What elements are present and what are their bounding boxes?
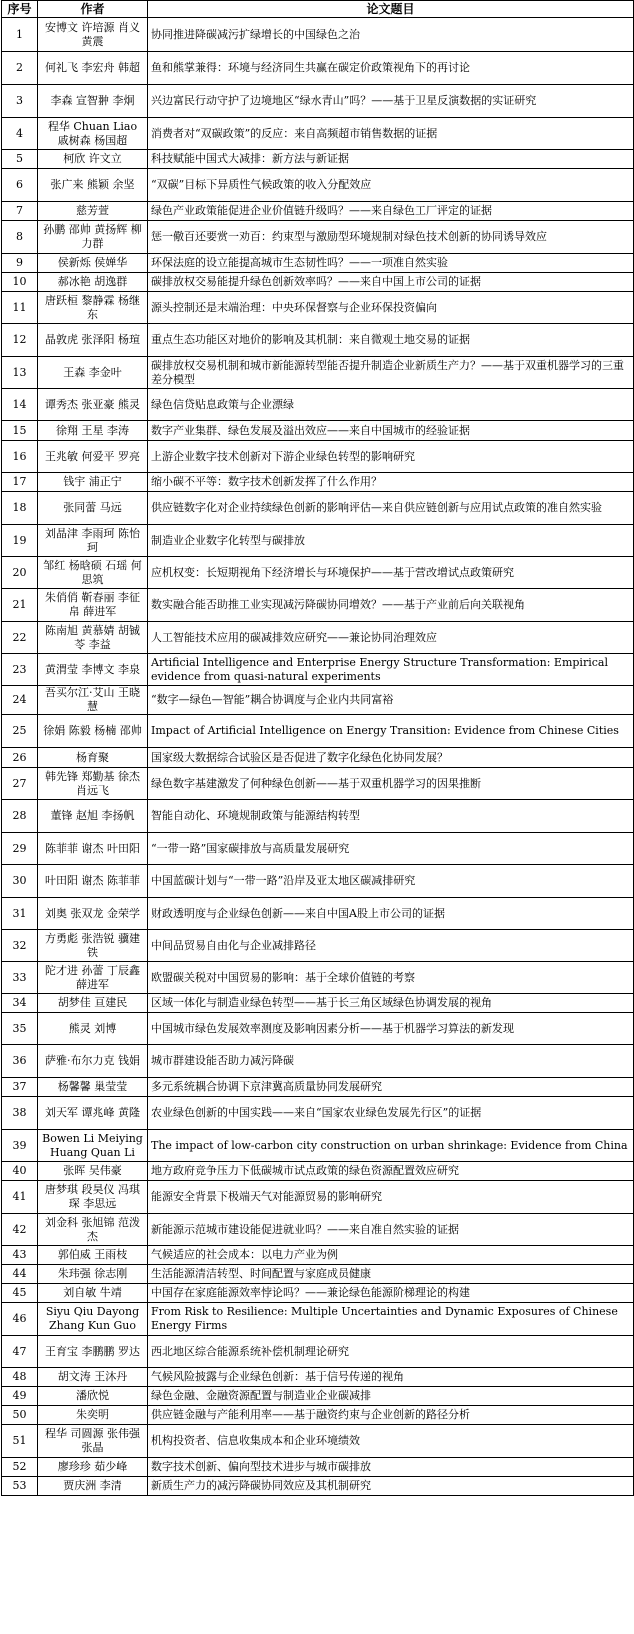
table-row <box>2 768 634 800</box>
cell-title: 能源安全背景下极端天气对能源贸易的影响研究 <box>148 1181 634 1214</box>
table-row <box>2 473 634 492</box>
cell-authors: 柯欣 许文立 <box>38 150 148 169</box>
cell-no: 23 <box>2 654 38 686</box>
cell-authors: 吾买尔江·艾山 王晓慧 <box>38 686 148 715</box>
cell-title: From Risk to Resilience: Multiple Uncertainties and Dynamic Exposures of Chinese Energy Firms <box>148 1303 634 1336</box>
cell-title: 智能自动化、环境规制政策与能源结构转型 <box>148 800 634 833</box>
cell-title: 新质生产力的减污降碳协同效应及其机制研究 <box>148 1477 634 1496</box>
cell-no: 38 <box>2 1097 38 1130</box>
cell-authors: 刘奥 张双龙 金荣学 <box>38 898 148 930</box>
cell-authors: 郝冰艳 胡逸群 <box>38 273 148 292</box>
table-row <box>2 654 634 686</box>
table-row <box>2 1368 634 1387</box>
cell-title: 兴边富民行动守护了边境地区“绿水青山”吗？——基于卫星反演数据的实证研究 <box>148 85 634 118</box>
cell-title: 应机权变：长短期视角下经济增长与环境保护——基于营改增试点政策研究 <box>148 557 634 589</box>
table-row <box>2 833 634 865</box>
cell-authors: 叶田阳 谢杰 陈菲菲 <box>38 865 148 898</box>
table-row <box>2 800 634 833</box>
table-row <box>2 557 634 589</box>
cell-no: 26 <box>2 748 38 768</box>
cell-title: 生活能源清洁转型、时间配置与家庭成员健康 <box>148 1265 634 1284</box>
cell-authors: 刘自敏 牛靖 <box>38 1284 148 1303</box>
header-no: 序号 <box>2 1 38 18</box>
cell-authors: 胡文涛 王沐丹 <box>38 1368 148 1387</box>
cell-title: 数实融合能否助推工业实现减污降碳协同增效？——基于产业前后向关联视角 <box>148 589 634 622</box>
cell-no: 16 <box>2 441 38 473</box>
table-row <box>2 1406 634 1425</box>
cell-no: 47 <box>2 1336 38 1368</box>
table-row <box>2 930 634 962</box>
cell-title: “双碳”目标下异质性气候政策的收入分配效应 <box>148 169 634 202</box>
cell-authors: 邹红 杨晗硕 石瑶 何思筑 <box>38 557 148 589</box>
table-row <box>2 1284 634 1303</box>
cell-no: 15 <box>2 421 38 441</box>
cell-authors: 唐跃桓 黎静霖 杨继东 <box>38 292 148 324</box>
cell-no: 1 <box>2 18 38 52</box>
cell-authors: 潘欣悦 <box>38 1387 148 1406</box>
cell-title: 缩小碳不平等：数字技术创新发挥了什么作用？ <box>148 473 634 492</box>
cell-no: 3 <box>2 85 38 118</box>
cell-authors: 安博文 许培源 肖义 黄震 <box>38 18 148 52</box>
cell-authors: 方勇彪 张浩锐 骥建铁 <box>38 930 148 962</box>
cell-authors: 王森 李金叶 <box>38 357 148 389</box>
table-row <box>2 1214 634 1246</box>
table-row <box>2 357 634 389</box>
table-row <box>2 118 634 150</box>
cell-no: 30 <box>2 865 38 898</box>
table-body <box>2 18 634 1496</box>
cell-authors: 王兆敏 何爱平 罗亮 <box>38 441 148 473</box>
cell-no: 53 <box>2 1477 38 1496</box>
cell-authors: 朱俏俏 靳春丽 李征帛 薛进军 <box>38 589 148 622</box>
table-row <box>2 221 634 254</box>
cell-title: 中国蓝碳计划与“一带一路”沿岸及亚太地区碳减排研究 <box>148 865 634 898</box>
cell-authors: 张晖 吴伟豪 <box>38 1162 148 1181</box>
cell-authors: 杨馨馨 巢莹莹 <box>38 1078 148 1097</box>
table-row <box>2 1425 634 1458</box>
cell-title: 中间品贸易自由化与企业减排路径 <box>148 930 634 962</box>
cell-authors: 萨雅·布尔力克 钱娟 <box>38 1045 148 1078</box>
table-row <box>2 686 634 715</box>
cell-no: 10 <box>2 273 38 292</box>
table-row <box>2 748 634 768</box>
cell-no: 11 <box>2 292 38 324</box>
table-row <box>2 324 634 357</box>
table-row <box>2 1303 634 1336</box>
cell-no: 52 <box>2 1458 38 1477</box>
cell-no: 19 <box>2 525 38 557</box>
cell-no: 28 <box>2 800 38 833</box>
cell-no: 33 <box>2 962 38 994</box>
cell-title: 协同推进降碳减污扩绿增长的中国绿色之治 <box>148 18 634 52</box>
cell-no: 24 <box>2 686 38 715</box>
cell-title: “数字—绿色—智能”耦合协调度与企业内共同富裕 <box>148 686 634 715</box>
paper-list-table <box>1 0 634 1496</box>
cell-no: 32 <box>2 930 38 962</box>
cell-no: 51 <box>2 1425 38 1458</box>
table-row <box>2 589 634 622</box>
cell-authors: 李森 宣智翀 李炯 <box>38 85 148 118</box>
header-authors: 作者 <box>38 1 148 18</box>
cell-no: 4 <box>2 118 38 150</box>
cell-authors: 朱玮强 徐志刚 <box>38 1265 148 1284</box>
table-row <box>2 492 634 525</box>
cell-no: 40 <box>2 1162 38 1181</box>
table-row <box>2 421 634 441</box>
table-row <box>2 441 634 473</box>
cell-title: 国家级大数据综合试验区是否促进了数字化绿色化协同发展？ <box>148 748 634 768</box>
cell-title: 科技赋能中国式大减排：新方法与新证据 <box>148 150 634 169</box>
cell-title: 中国城市绿色发展效率测度及影响因素分析——基于机器学习算法的新发现 <box>148 1013 634 1045</box>
cell-authors: 慈芳萱 <box>38 202 148 221</box>
cell-title: 欧盟碳关税对中国贸易的影响：基于全球价值链的考察 <box>148 962 634 994</box>
cell-title: 供应链金融与产能利用率——基于融资约束与企业创新的路径分析 <box>148 1406 634 1425</box>
cell-authors: 黄渭莹 李博文 李泉 <box>38 654 148 686</box>
cell-title: 气候风险披露与企业绿色创新：基于信号传递的视角 <box>148 1368 634 1387</box>
cell-title: 财政透明度与企业绿色创新——来自中国A股上市公司的证据 <box>148 898 634 930</box>
cell-no: 9 <box>2 254 38 273</box>
cell-title: The impact of low-carbon city construction on urban shrinkage: Evidence from China <box>148 1130 634 1162</box>
cell-title: 源头控制还是末端治理：中央环保督察与企业环保投资偏向 <box>148 292 634 324</box>
cell-authors: 徐翔 王星 李涛 <box>38 421 148 441</box>
cell-authors: 晶敦虎 张泽阳 杨瑄 <box>38 324 148 357</box>
cell-authors: 廖珍珍 茹少峰 <box>38 1458 148 1477</box>
cell-no: 20 <box>2 557 38 589</box>
cell-no: 25 <box>2 715 38 748</box>
cell-no: 34 <box>2 994 38 1013</box>
table-row <box>2 1246 634 1265</box>
cell-no: 17 <box>2 473 38 492</box>
table-row <box>2 1130 634 1162</box>
table-row <box>2 1162 634 1181</box>
cell-title: 农业绿色创新的中国实践——来自“国家农业绿色发展先行区”的证据 <box>148 1097 634 1130</box>
cell-authors: 韩先锋 郑勤基 徐杰 肖远飞 <box>38 768 148 800</box>
table-row <box>2 150 634 169</box>
cell-no: 22 <box>2 622 38 654</box>
cell-title: 西北地区综合能源系统补偿机制理论研究 <box>148 1336 634 1368</box>
table-row <box>2 622 634 654</box>
cell-authors: 胡梦佳 亘建民 <box>38 994 148 1013</box>
cell-authors: 徐娟 陈毅 杨楠 邵帅 <box>38 715 148 748</box>
table-row <box>2 52 634 85</box>
cell-authors: 侯新烁 侯婵华 <box>38 254 148 273</box>
cell-title: 数字产业集群、绿色发展及溢出效应——来自中国城市的经验证据 <box>148 421 634 441</box>
cell-title: 供应链数字化对企业持续绿色创新的影响评估—来自供应链创新与应用试点政策的准自然实验 <box>148 492 634 525</box>
cell-authors: 熊灵 刘博 <box>38 1013 148 1045</box>
table-header-row <box>2 1 634 18</box>
table-row <box>2 85 634 118</box>
cell-authors: 刘天军 谭兆峰 黄隆 <box>38 1097 148 1130</box>
table-row <box>2 1045 634 1078</box>
table-row <box>2 1477 634 1496</box>
cell-authors: 张同蕾 马远 <box>38 492 148 525</box>
table-row <box>2 994 634 1013</box>
cell-no: 6 <box>2 169 38 202</box>
cell-title: 新能源示范城市建设能促进就业吗？——来自准自然实验的证据 <box>148 1214 634 1246</box>
cell-authors: 钱宇 浦正宁 <box>38 473 148 492</box>
cell-no: 48 <box>2 1368 38 1387</box>
table-row <box>2 273 634 292</box>
cell-title: 碳排放权交易能提升绿色创新效率吗？——来自中国上市公司的证据 <box>148 273 634 292</box>
cell-authors: 郭伯威 王雨枝 <box>38 1246 148 1265</box>
cell-authors: 陀才进 孙蕾 丁辰鑫 薛进军 <box>38 962 148 994</box>
cell-title: 制造业企业数字化转型与碳排放 <box>148 525 634 557</box>
cell-no: 43 <box>2 1246 38 1265</box>
cell-no: 13 <box>2 357 38 389</box>
cell-authors: 朱奕明 <box>38 1406 148 1425</box>
cell-no: 37 <box>2 1078 38 1097</box>
table-row <box>2 525 634 557</box>
cell-no: 12 <box>2 324 38 357</box>
cell-no: 2 <box>2 52 38 85</box>
cell-title: 上游企业数字技术创新对下游企业绿色转型的影响研究 <box>148 441 634 473</box>
table-row <box>2 1078 634 1097</box>
table-row <box>2 292 634 324</box>
cell-title: 绿色产业政策能促进企业价值链升级吗？——来自绿色工厂评定的证据 <box>148 202 634 221</box>
cell-no: 39 <box>2 1130 38 1162</box>
cell-title: 绿色金融、金融资源配置与制造业企业碳减排 <box>148 1387 634 1406</box>
cell-authors: 陈菲菲 谢杰 叶田阳 <box>38 833 148 865</box>
cell-title: 多元系统耦合协调下京津冀高质量协同发展研究 <box>148 1078 634 1097</box>
cell-title: Artificial Intelligence and Enterprise Energy Structure Transformation: Empirical evidence from quasi-natural experiments <box>148 654 634 686</box>
cell-authors: 孙鹏 邵帅 黄扬辉 柳力群 <box>38 221 148 254</box>
cell-authors: Siyu Qiu Dayong Zhang Kun Guo <box>38 1303 148 1336</box>
cell-no: 5 <box>2 150 38 169</box>
cell-authors: 刘晶津 李雨珂 陈怡珂 <box>38 525 148 557</box>
cell-authors: 张广来 熊颖 余坚 <box>38 169 148 202</box>
cell-title: 碳排放权交易机制和城市新能源转型能否提升制造企业新质生产力？——基于双重机器学习的三重差分模型 <box>148 357 634 389</box>
table-row <box>2 715 634 748</box>
table-row <box>2 1181 634 1214</box>
cell-title: 鱼和熊掌兼得：环境与经济同生共赢在碳定价政策视角下的再讨论 <box>148 52 634 85</box>
cell-title: 惩一儆百还要赏一劝百：约束型与激励型环境规制对绿色技术创新的协同诱导效应 <box>148 221 634 254</box>
cell-title: Impact of Artificial Intelligence on Energy Transition: Evidence from Chinese Cities <box>148 715 634 748</box>
table-row <box>2 254 634 273</box>
cell-no: 50 <box>2 1406 38 1425</box>
cell-authors: 陈南旭 黄慕婧 胡铖苓 李益 <box>38 622 148 654</box>
cell-authors: 谭秀杰 张亚豪 熊灵 <box>38 389 148 421</box>
cell-no: 31 <box>2 898 38 930</box>
cell-title: 中国存在家庭能源效率悖论吗？——兼论绿色能源阶梯理论的构建 <box>148 1284 634 1303</box>
cell-title: 城市群建设能否助力减污降碳 <box>148 1045 634 1078</box>
cell-title: 绿色数字基建激发了何种绿色创新——基于双重机器学习的因果推断 <box>148 768 634 800</box>
cell-title: 区域一体化与制造业绿色转型——基于长三角区域绿色协调发展的视角 <box>148 994 634 1013</box>
cell-no: 49 <box>2 1387 38 1406</box>
table-row <box>2 1458 634 1477</box>
cell-authors: Bowen Li Meiying Huang Quan Li <box>38 1130 148 1162</box>
table-row <box>2 1013 634 1045</box>
table-row <box>2 962 634 994</box>
table-row <box>2 169 634 202</box>
cell-title: 人工智能技术应用的碳减排效应研究——兼论协同治理效应 <box>148 622 634 654</box>
cell-title: 数字技术创新、偏向型技术进步与城市碳排放 <box>148 1458 634 1477</box>
cell-title: 地方政府竞争压力下低碳城市试点政策的绿色资源配置效应研究 <box>148 1162 634 1181</box>
cell-authors: 刘金科 张旭锦 范泼杰 <box>38 1214 148 1246</box>
cell-authors: 贾庆洲 李清 <box>38 1477 148 1496</box>
table-row <box>2 898 634 930</box>
table-row <box>2 389 634 421</box>
cell-title: “一带一路”国家碳排放与高质量发展研究 <box>148 833 634 865</box>
table-row <box>2 18 634 52</box>
cell-no: 14 <box>2 389 38 421</box>
cell-authors: 董锋 赵旭 李扬帆 <box>38 800 148 833</box>
header-title: 论文题目 <box>148 1 634 18</box>
cell-no: 27 <box>2 768 38 800</box>
cell-no: 35 <box>2 1013 38 1045</box>
cell-no: 41 <box>2 1181 38 1214</box>
cell-no: 8 <box>2 221 38 254</box>
cell-title: 环保法庭的设立能提高城市生态韧性吗？——一项准自然实验 <box>148 254 634 273</box>
table-row <box>2 1387 634 1406</box>
cell-title: 气候适应的社会成本：以电力产业为例 <box>148 1246 634 1265</box>
cell-authors: 何礼飞 李宏舟 韩超 <box>38 52 148 85</box>
cell-title: 机构投资者、信息收集成本和企业环境绩效 <box>148 1425 634 1458</box>
cell-title: 重点生态功能区对地价的影响及其机制：来自微观土地交易的证据 <box>148 324 634 357</box>
cell-no: 7 <box>2 202 38 221</box>
cell-no: 21 <box>2 589 38 622</box>
cell-authors: 程华 Chuan Liao 戚树森 杨国超 <box>38 118 148 150</box>
cell-no: 29 <box>2 833 38 865</box>
table-row <box>2 865 634 898</box>
table-row <box>2 1265 634 1284</box>
cell-authors: 杨育聚 <box>38 748 148 768</box>
table-row <box>2 1097 634 1130</box>
cell-title: 消费者对“双碳政策”的反应：来自高频超市销售数据的证据 <box>148 118 634 150</box>
cell-authors: 王育宝 李鹏鹏 罗达 <box>38 1336 148 1368</box>
table-row <box>2 202 634 221</box>
cell-authors: 唐梦琪 段昊仪 冯琪琛 李思远 <box>38 1181 148 1214</box>
cell-title: 绿色信贷贴息政策与企业漂绿 <box>148 389 634 421</box>
cell-no: 36 <box>2 1045 38 1078</box>
cell-no: 45 <box>2 1284 38 1303</box>
cell-no: 42 <box>2 1214 38 1246</box>
table-row <box>2 1336 634 1368</box>
cell-no: 44 <box>2 1265 38 1284</box>
cell-authors: 程华 司圆源 张伟强 张晶 <box>38 1425 148 1458</box>
cell-no: 46 <box>2 1303 38 1336</box>
cell-no: 18 <box>2 492 38 525</box>
